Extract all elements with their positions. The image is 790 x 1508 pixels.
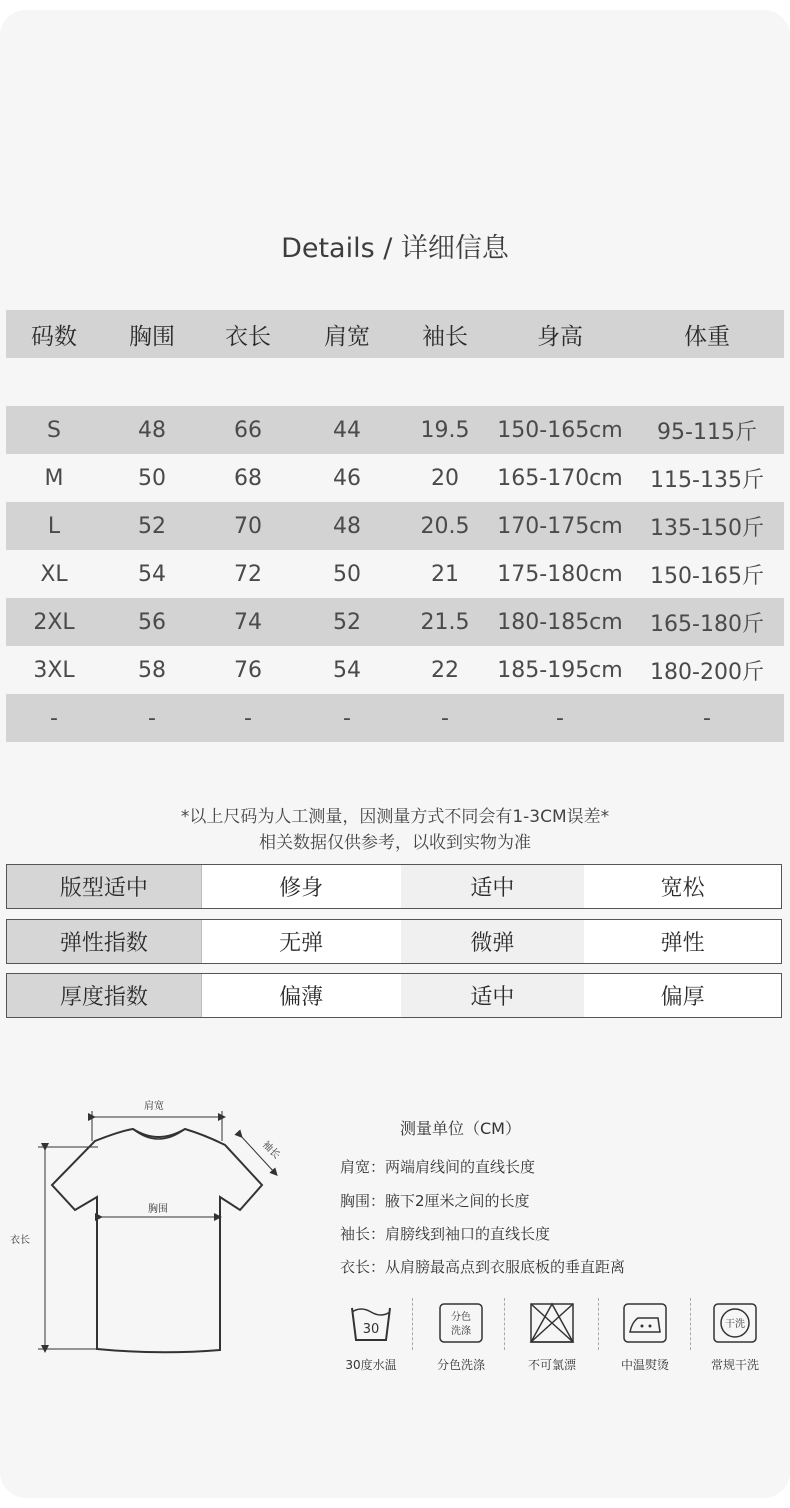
fit-option: 微弹 (401, 920, 585, 963)
svg-text:洗涤: 洗涤 (451, 1326, 471, 1337)
measure-line: 袖长：肩膀线到袖口的直线长度 (340, 1225, 551, 1243)
fit-label: 厚度指数 (7, 974, 202, 1017)
page-title: Details / 详细信息 (281, 233, 509, 264)
fit-row (6, 973, 782, 1018)
table-cell: 3XL (33, 657, 75, 683)
table-cell: 150-165斤 (650, 563, 764, 589)
table-cell: - (148, 705, 156, 731)
care-item (426, 1300, 496, 1373)
shoulder-label: 肩宽 (144, 1101, 164, 1112)
care-label: 不可氯漂 (527, 1358, 576, 1372)
svg-text:干洗: 干洗 (725, 1319, 745, 1330)
table-cell: 50 (333, 561, 361, 587)
measure-title: 测量单位（CM） (400, 1119, 521, 1138)
table-cell: 21.5 (420, 609, 470, 635)
fit-option: 适中 (401, 974, 585, 1017)
svg-text:分色: 分色 (451, 1312, 471, 1323)
care-item (700, 1300, 770, 1373)
fit-option: 修身 (202, 865, 401, 908)
measure-line: 胸围：腋下2厘米之间的长度 (340, 1192, 530, 1210)
table-cell: 54 (333, 657, 361, 683)
care-label: 30度水温 (345, 1358, 397, 1372)
fit-label: 弹性指数 (7, 920, 202, 963)
table-cell: - (343, 705, 351, 731)
fit-option: 无弹 (202, 920, 401, 963)
table-cell: 44 (333, 417, 361, 443)
fit-row (6, 919, 782, 964)
table-cell: 68 (234, 465, 262, 491)
table-row (6, 598, 784, 646)
table-row (6, 550, 784, 598)
header-cell: 袖长 (422, 323, 468, 350)
measurement-note: *以上尺码为人工测量，因测量方式不同会有1-3CM误差* (180, 807, 610, 827)
table-cell: 185-195cm (497, 657, 623, 683)
header-cell: 体重 (684, 323, 730, 350)
table-row (6, 454, 784, 502)
table-row (6, 694, 784, 742)
table-cell: 70 (234, 513, 262, 539)
chest-label: 胸围 (148, 1204, 168, 1215)
table-cell: 20.5 (420, 513, 470, 539)
care-item (517, 1300, 587, 1373)
fit-option: 偏厚 (584, 974, 781, 1017)
table-cell: 76 (234, 657, 262, 683)
sleeve-label: 袖长 (259, 1139, 282, 1162)
care-label: 分色洗涤 (436, 1358, 485, 1372)
care-separator (598, 1298, 599, 1350)
table-cell: 2XL (33, 609, 75, 635)
tshirt-outline (52, 1129, 262, 1352)
table-cell: - (244, 705, 252, 731)
table-cell: 54 (138, 561, 166, 587)
table-cell: S (47, 417, 61, 443)
table-cell: 150-165cm (497, 417, 623, 443)
no-bleach-icon (527, 1300, 577, 1346)
wash-30-icon (346, 1300, 396, 1346)
dry-clean-icon (710, 1300, 760, 1346)
table-cell: 72 (234, 561, 262, 587)
table-cell: 115-135斤 (650, 467, 764, 493)
header-cell: 衣长 (225, 323, 271, 350)
header-cell: 码数 (31, 323, 77, 350)
fit-label: 版型适中 (7, 865, 202, 908)
table-cell: 165-170cm (497, 465, 623, 491)
measure-line: 衣长：从肩膀最高点到衣服底板的垂直距离 (340, 1258, 626, 1276)
table-cell: 19.5 (420, 417, 470, 443)
table-cell: L (47, 513, 61, 539)
table-cell: 170-175cm (497, 513, 623, 539)
fit-option: 弹性 (584, 920, 781, 963)
tshirt-diagram (0, 1085, 300, 1375)
header-cell: 胸围 (129, 323, 175, 350)
table-cell: 74 (234, 609, 262, 635)
length-label: 衣长 (10, 1235, 30, 1246)
table-cell: 52 (138, 513, 166, 539)
table-cell: 21 (431, 561, 459, 587)
table-cell: 180-185cm (497, 609, 623, 635)
care-separator (690, 1298, 691, 1350)
table-cell: M (44, 465, 64, 491)
table-cell: 180-200斤 (650, 659, 764, 685)
fit-option: 适中 (401, 865, 585, 908)
table-cell: XL (40, 561, 68, 587)
table-cell: 20 (431, 465, 459, 491)
table-cell: - (556, 705, 564, 731)
header-cell: 身高 (537, 323, 583, 350)
fit-row (6, 864, 782, 909)
svg-text:30: 30 (362, 1322, 380, 1337)
table-cell: 165-180斤 (650, 611, 764, 637)
table-cell: 58 (138, 657, 166, 683)
fit-option: 偏薄 (202, 974, 401, 1017)
table-cell: 48 (333, 513, 361, 539)
table-cell: 95-115斤 (657, 419, 757, 445)
table-row (6, 646, 784, 694)
care-separator (412, 1298, 413, 1350)
table-cell: 175-180cm (497, 561, 623, 587)
fit-option: 宽松 (584, 865, 781, 908)
table-cell: 66 (234, 417, 262, 443)
reference-note: 相关数据仅供参考，以收到实物为准 (259, 833, 531, 853)
table-cell: 46 (333, 465, 361, 491)
size-table-header (6, 310, 784, 358)
care-separator (504, 1298, 505, 1350)
table-cell: 50 (138, 465, 166, 491)
table-cell: 48 (138, 417, 166, 443)
table-row (6, 502, 784, 550)
care-item (336, 1300, 406, 1373)
iron-medium-icon (620, 1300, 670, 1346)
care-label: 中温熨烫 (620, 1358, 669, 1372)
table-row (6, 406, 784, 454)
table-cell: - (703, 705, 711, 731)
table-cell: - (441, 705, 449, 731)
separate-wash-icon (436, 1300, 486, 1346)
care-item (610, 1300, 680, 1373)
table-cell: - (50, 705, 58, 731)
measure-line: 肩宽：两端肩线间的直线长度 (340, 1158, 536, 1176)
table-cell: 52 (333, 609, 361, 635)
table-cell: 135-150斤 (650, 515, 764, 541)
table-cell: 22 (431, 657, 459, 683)
care-label: 常规干洗 (710, 1358, 759, 1372)
header-cell: 肩宽 (324, 323, 370, 350)
table-cell: 56 (138, 609, 166, 635)
